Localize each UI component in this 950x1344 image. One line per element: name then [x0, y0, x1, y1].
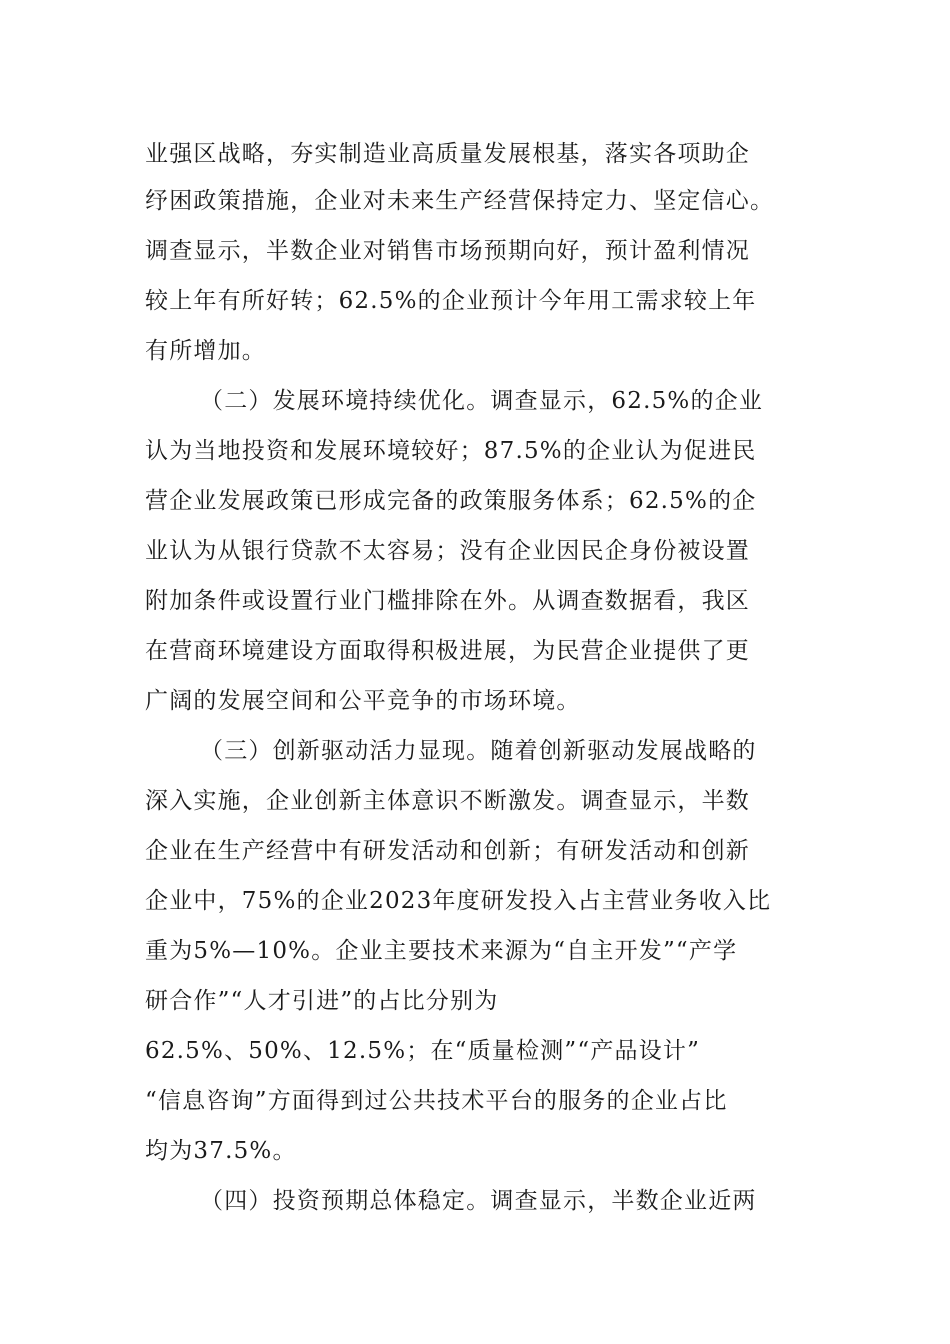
text-line: 附加条件或设置行业门槛排除在外。从调查数据看，我区 [145, 588, 750, 614]
text-line: 业认为从银行贷款不太容易；没有企业因民企身份被设置 [145, 538, 750, 564]
text-line: 营企业发展政策已形成完备的政策服务体系；62.5%的企 [145, 488, 757, 514]
text-line: 认为当地投资和发展环境较好；87.5%的企业认为促进民 [145, 438, 757, 464]
text-line: 有所增加。 [145, 338, 266, 364]
text-line: 企业在生产经营中有研发活动和创新；有研发活动和创新 [145, 838, 750, 864]
section-heading-line: （四）投资预期总体稳定。调查显示，半数企业近两 [200, 1188, 757, 1214]
text-line: 调查显示，半数企业对销售市场预期向好，预计盈利情况 [145, 238, 750, 264]
text-line: 较上年有所好转；62.5%的企业预计今年用工需求较上年 [145, 288, 757, 314]
text-line: 重为5%—10%。企业主要技术来源为“自主开发”“产学 [145, 938, 738, 964]
text-line: 研合作”“人才引进”的占比分别为 [145, 988, 499, 1014]
section-heading-line: （二）发展环境持续优化。调查显示，62.5%的企业 [200, 388, 764, 414]
section-heading-line: （三）创新驱动活力显现。随着创新驱动发展战略的 [200, 738, 757, 764]
text-line: 均为37.5%。 [145, 1138, 297, 1164]
text-line: 广阔的发展空间和公平竞争的市场环境。 [145, 688, 581, 714]
text-line: 在营商环境建设方面取得积极进展，为民营企业提供了更 [145, 638, 750, 664]
text-line: 纾困政策措施，企业对未来生产经营保持定力、坚定信心。 [145, 188, 775, 214]
text-line: 62.5%、50%、12.5%；在“质量检测”“产品设计” [145, 1038, 701, 1064]
text-line: 企业中，75%的企业2023年度研发投入占主营业务收入比 [145, 888, 772, 914]
text-line: “信息咨询”方面得到过公共技术平台的服务的企业占比 [145, 1088, 728, 1114]
text-line: 深入实施，企业创新主体意识不断激发。调查显示，半数 [145, 788, 750, 814]
text-line: 业强区战略，夯实制造业高质量发展根基，落实各项助企 [145, 141, 750, 167]
